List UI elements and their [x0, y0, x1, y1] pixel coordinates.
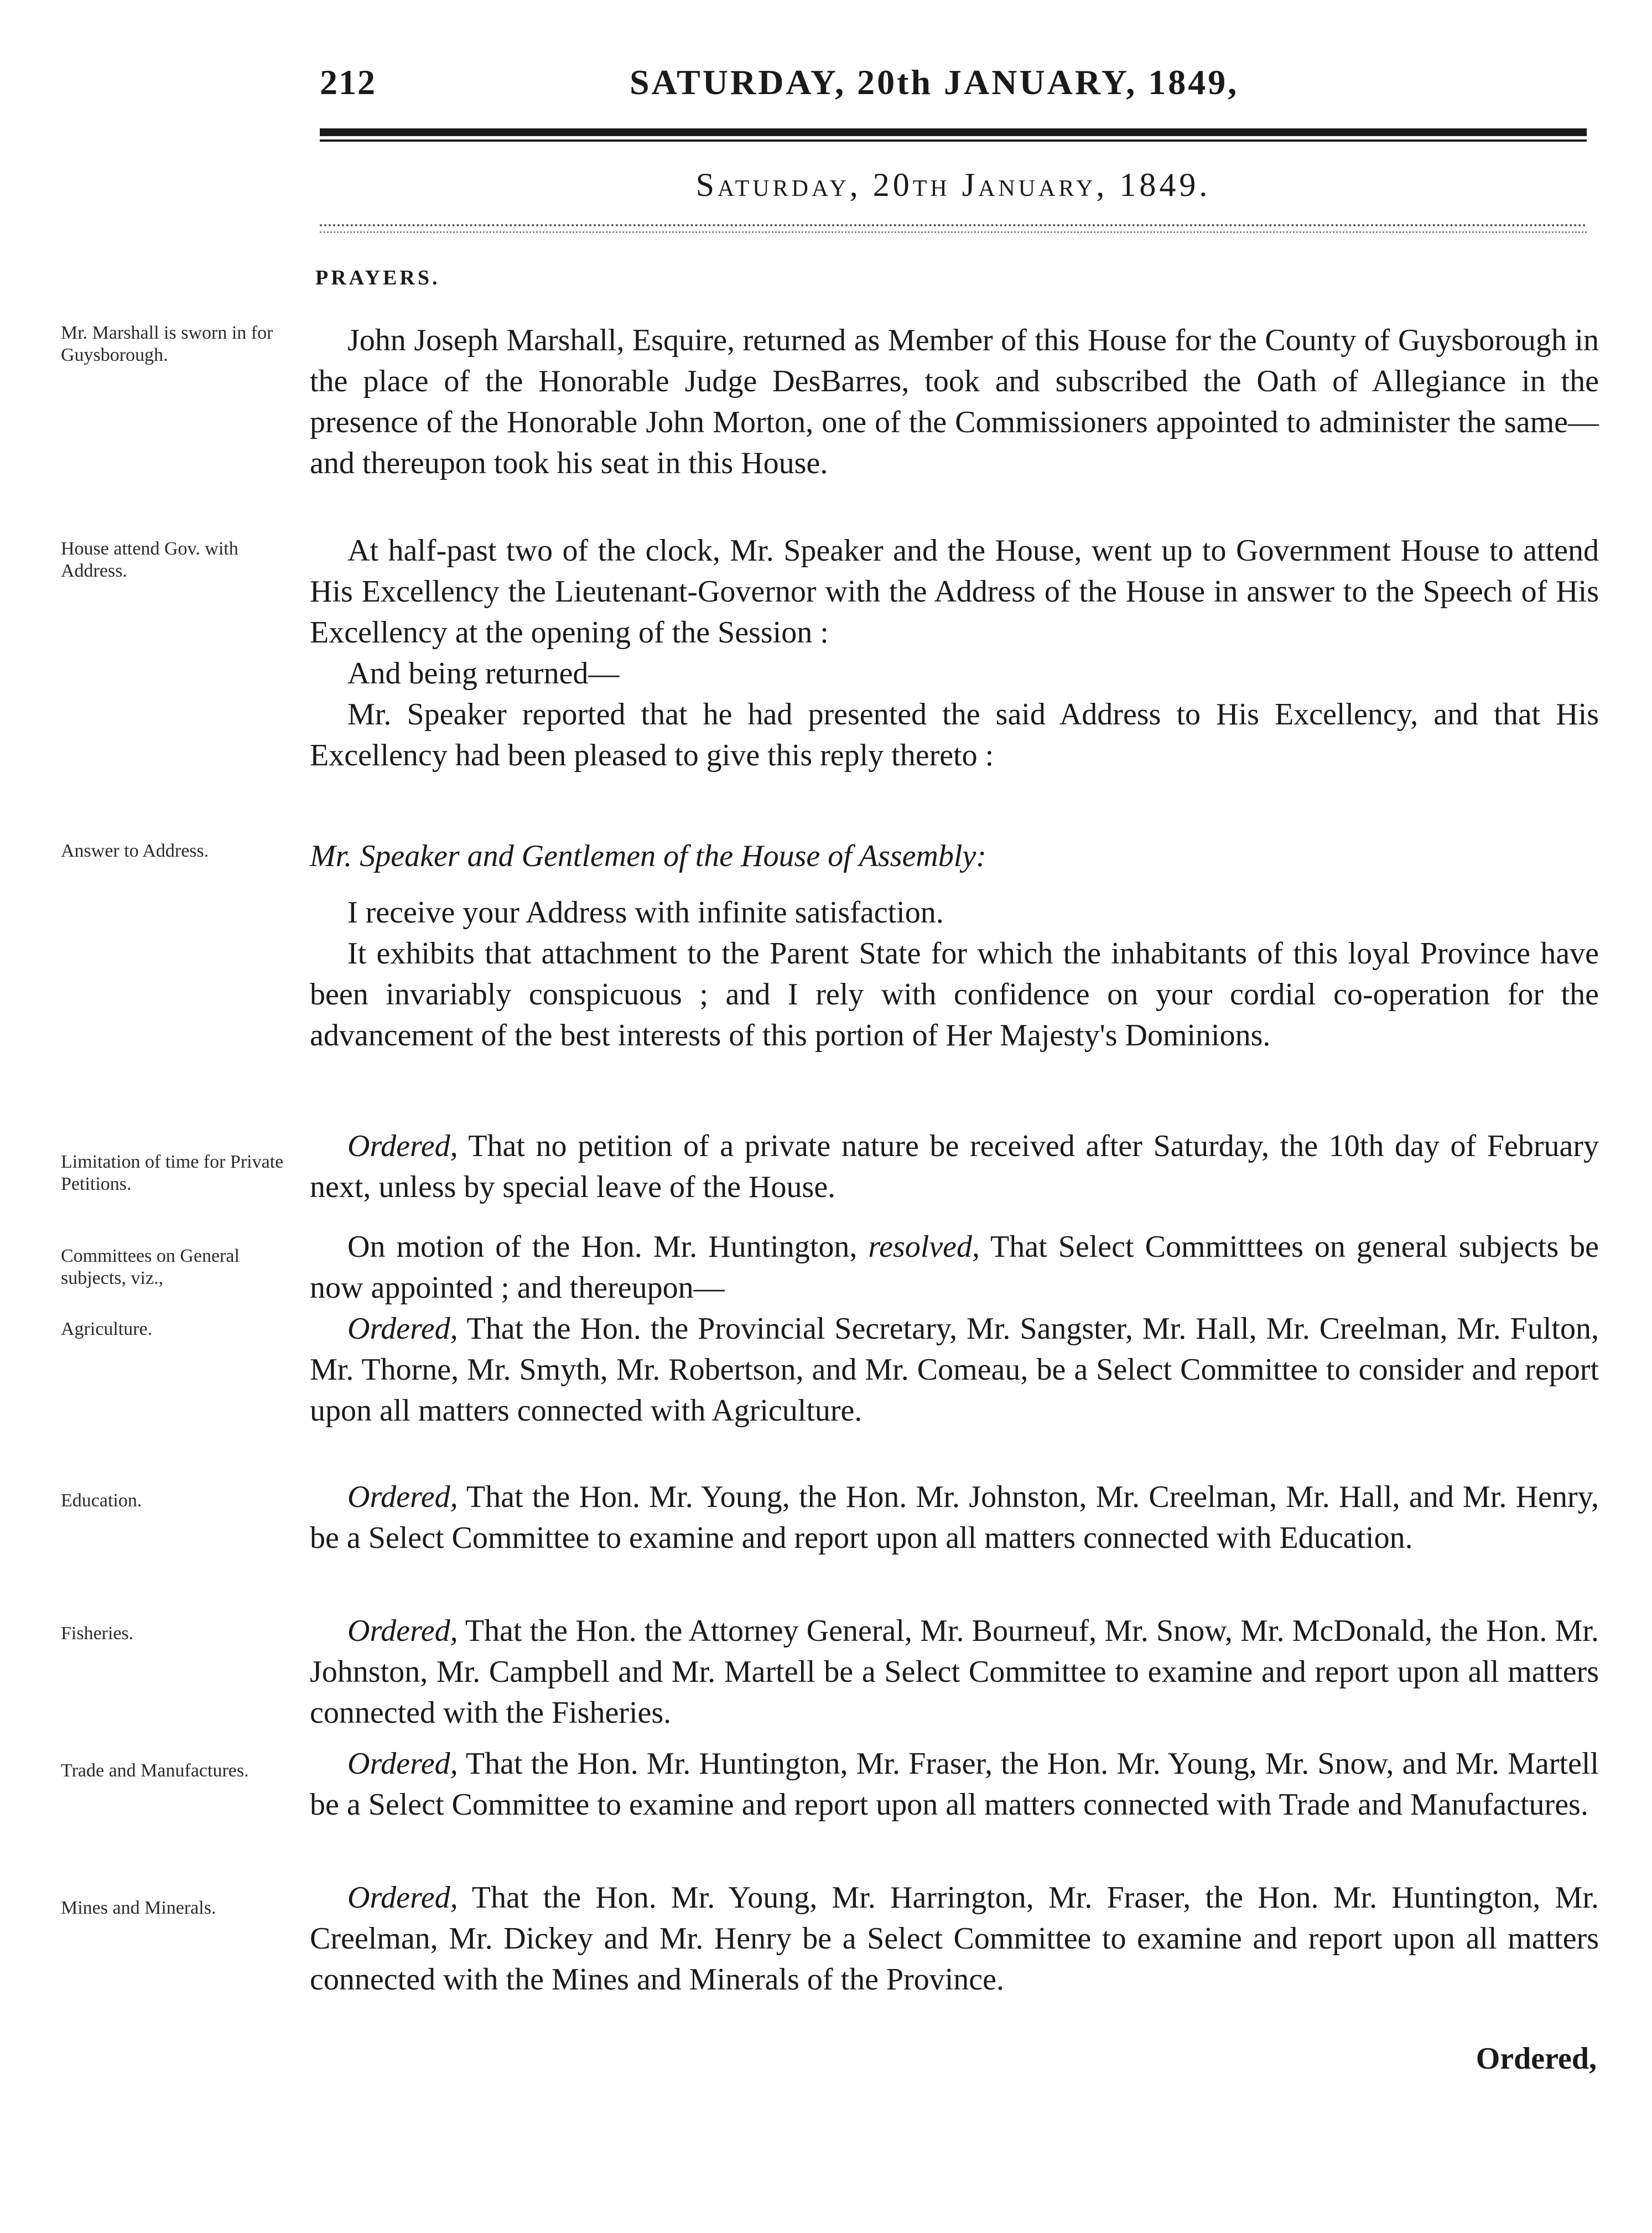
- ordered-lead: Ordered,: [347, 1480, 458, 1514]
- paragraph: [310, 1308, 1599, 1431]
- paragraph: [310, 1610, 1599, 1733]
- dotted-rule-secondary: [320, 231, 1587, 233]
- entry-committees: [310, 1226, 1599, 1431]
- paragraph: And being returned—: [347, 656, 620, 691]
- resolution-text: That Select Committtees on general subjects be now appointed ; and thereupon—: [310, 1230, 1599, 1305]
- entry-mines: [310, 1877, 1599, 2000]
- order-text: That the Hon. Mr. Young, Mr. Harrington, Mr. Fraser, the Hon. Mr. Huntington, Mr. Creelman, Mr. Dickey and Mr. Henry be a Select Committee to examine and report upon all matters connected with the Mines and Minerals of the Province.: [310, 1880, 1599, 1997]
- entry-trade: [310, 1743, 1599, 1825]
- page-number: 212: [320, 63, 376, 102]
- paragraph: At half-past two of the clock, Mr. Speaker and the House, went up to Government House to attend His Excellency the Lieutenant-Governor with the Address of the House in answer to the Speech of His Excellency at the opening of the Session :: [310, 533, 1599, 650]
- order-text: That the Hon. Mr. Huntington, Mr. Fraser, the Hon. Mr. Young, Mr. Snow, and Mr. Martell be a Select Committee to examine and report upon all matters connected with Trade and Manufactures.: [310, 1747, 1599, 1822]
- motion-text: On motion of the Hon. Mr. Huntington,: [347, 1230, 869, 1264]
- order-text: That the Hon. Mr. Young, the Hon. Mr. Johnston, Mr. Creelman, Mr. Hall, and Mr. Henry, be a Select Committee to examine and report upon all matters connected with Education.: [310, 1480, 1599, 1555]
- marginal-note-committees: Committees on General subjects, viz.,: [61, 1246, 240, 1288]
- paragraph: [310, 1743, 1599, 1825]
- marginal-note-trade: Trade and Manufactures.: [61, 1760, 249, 1781]
- marginal-note-limitation: Limitation of time for Private Petitions.: [61, 1152, 284, 1194]
- header-rule-thick: [320, 128, 1587, 136]
- paragraph: [310, 1476, 1599, 1558]
- entry-education: [310, 1476, 1599, 1558]
- running-title: SATURDAY, 20th JANUARY, 1849,: [630, 63, 1239, 102]
- marginal-note-answer: Answer to Address.: [61, 841, 209, 861]
- dotted-rule: [320, 224, 1587, 226]
- ordered-lead: Ordered,: [347, 1880, 458, 1915]
- paragraph: [310, 1877, 1599, 2000]
- date-heading: Saturday, 20th January, 1849.: [695, 167, 1211, 203]
- ordered-lead: Ordered,: [347, 1129, 458, 1163]
- marginal-note-address: House attend Gov. with Address.: [61, 538, 238, 581]
- ordered-lead: Ordered,: [347, 1747, 458, 1781]
- marginal-note-education: Education.: [61, 1490, 142, 1511]
- entry-fisheries: [310, 1610, 1599, 1733]
- header-rule-thin: [320, 139, 1587, 142]
- ordered-lead: Ordered,: [347, 1312, 458, 1346]
- entry-address: [310, 530, 1599, 776]
- marginal-note-agriculture: Agriculture.: [61, 1319, 153, 1339]
- resolved-lead: resolved,: [868, 1230, 980, 1264]
- order-text: That no petition of a private nature be received after Saturday, the 10th day of February next, unless by special leave of the House.: [310, 1129, 1599, 1204]
- prayers-heading: PRAYERS.: [315, 266, 440, 289]
- paragraph: [310, 1126, 1599, 1208]
- order-text: That the Hon. the Provincial Secretary, Mr. Sangster, Mr. Hall, Mr. Creelman, Mr. Fulton, Mr. Thorne, Mr. Smyth, Mr. Robertson, and Mr. Comeau, be a Select Committee to consider and report upon all matters connected with Agriculture.: [310, 1312, 1599, 1428]
- paragraph: John Joseph Marshall, Esquire, returned as Member of this House for the County of Guysborough in the place of the Honorable Judge DesBarres, took and subscribed the Oath of Allegiance in the presence of the Honorable John Morton, one of the Commissioners appointed to administer the same—and thereupon took his seat in this House.: [310, 323, 1599, 480]
- paragraph: I receive your Address with infinite satisfaction.: [347, 895, 944, 930]
- marginal-note-mines: Mines and Minerals.: [61, 1898, 216, 1918]
- marginal-note-fisheries: Fisheries.: [61, 1623, 134, 1644]
- ordered-lead: Ordered,: [347, 1614, 458, 1648]
- salutation: Mr. Speaker and Gentlemen of the House of Assembly:: [310, 839, 986, 873]
- marginal-note-marshall: Mr. Marshall is sworn in for Guysborough.: [61, 323, 273, 365]
- order-text: That the Hon. the Attorney General, Mr. Bourneuf, Mr. Snow, Mr. McDonald, the Hon. Mr. Johnston, Mr. Campbell and Mr. Martell be a Select Committee to examine and report upon all matters connected with the Fisheries.: [310, 1614, 1599, 1730]
- running-header: [320, 62, 1587, 123]
- entry-answer: [310, 836, 1599, 1056]
- paragraph: Mr. Speaker reported that he had presented the said Address to His Excellency, and that His Excellency had been pleased to give this reply thereto :: [310, 697, 1599, 773]
- paragraph: It exhibits that attachment to the Parent State for which the inhabitants of this loyal Province have been invariably conspicuous ; and I rely with confidence on your cordial co-operation for the advancement of the best interests of this portion of Her Majesty's Dominions.: [310, 936, 1599, 1053]
- entry-marshall: [310, 320, 1599, 484]
- paragraph: [310, 1226, 1599, 1308]
- entry-limitation: [310, 1126, 1599, 1208]
- catchword: Ordered,: [1476, 2042, 1597, 2076]
